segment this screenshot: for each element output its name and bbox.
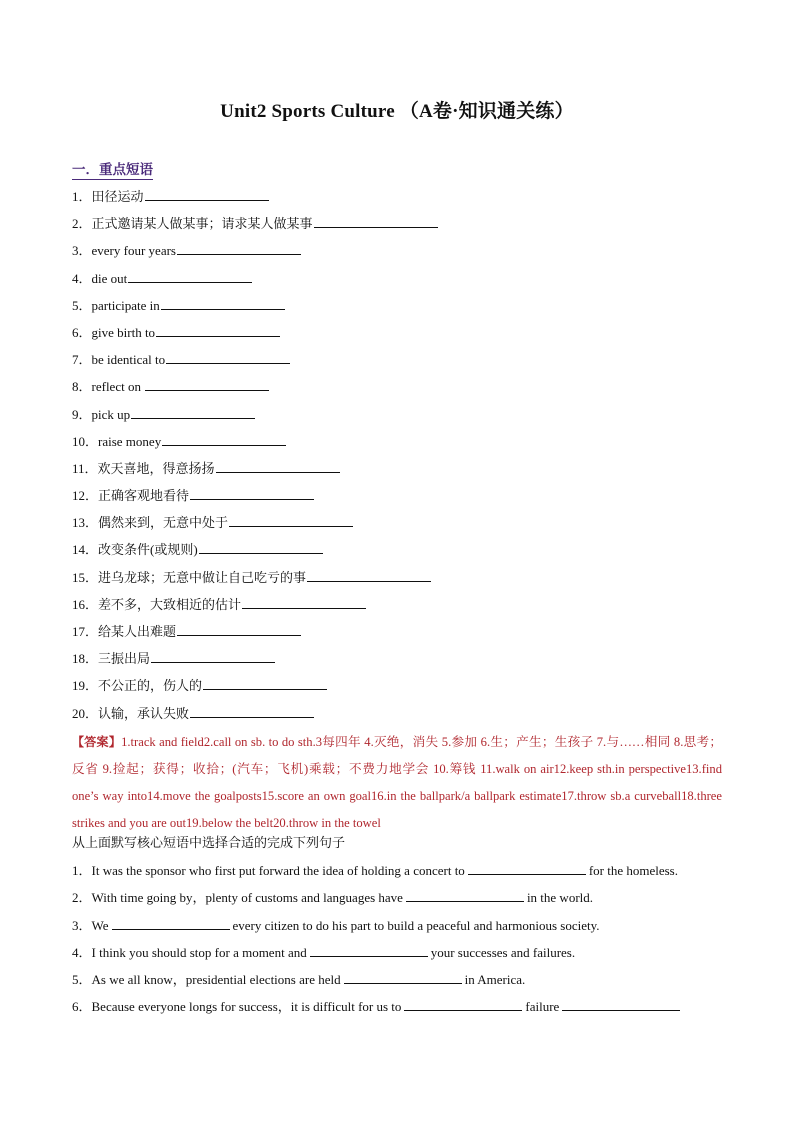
answer-blank[interactable] bbox=[190, 703, 314, 718]
phrase-list bbox=[72, 185, 722, 729]
item-number: 13． bbox=[72, 515, 99, 531]
list-item bbox=[72, 403, 722, 430]
item-text: 田径运动 bbox=[91, 189, 144, 204]
item-number: 14． bbox=[72, 542, 99, 558]
item-text: 不公正的，伤人的 bbox=[98, 678, 203, 694]
sentence-number: 6． bbox=[72, 999, 92, 1015]
answer-blank[interactable] bbox=[307, 567, 431, 582]
item-number: 3． bbox=[72, 243, 92, 259]
sentence-after: in America. bbox=[464, 972, 526, 988]
list-item bbox=[72, 484, 722, 511]
sentence-number: 4． bbox=[72, 944, 92, 960]
list-item bbox=[72, 702, 722, 729]
sentence-before: Because everyone longs for success，it is difficult for us to bbox=[91, 999, 402, 1015]
item-text: 差不多，大致相近的估计 bbox=[98, 596, 242, 612]
list-item bbox=[72, 430, 722, 457]
answer-blank[interactable] bbox=[131, 404, 255, 419]
answer-blank[interactable] bbox=[156, 322, 280, 337]
item-number: 11． bbox=[72, 460, 98, 476]
sentence-item bbox=[72, 968, 722, 995]
answer-blank[interactable] bbox=[190, 485, 314, 500]
item-number: 7． bbox=[72, 352, 92, 368]
item-number: 16． bbox=[72, 596, 99, 612]
item-number: 6． bbox=[72, 324, 92, 340]
list-item bbox=[72, 457, 722, 484]
sentence-item bbox=[72, 859, 722, 886]
answer-blank[interactable] bbox=[242, 594, 366, 609]
item-text: every four years bbox=[91, 243, 176, 259]
sentence-item bbox=[72, 941, 722, 968]
sentence-item bbox=[72, 995, 722, 1022]
list-item bbox=[72, 511, 722, 538]
sentence-list bbox=[72, 859, 722, 1023]
answer-blank[interactable] bbox=[468, 860, 586, 875]
item-text: 正确客观地看待 bbox=[98, 488, 190, 504]
answer-blank[interactable] bbox=[162, 431, 286, 446]
answer-blank[interactable] bbox=[203, 675, 327, 690]
item-number: 18． bbox=[72, 651, 99, 667]
item-text: give birth to bbox=[91, 324, 156, 340]
item-text: 三振出局 bbox=[98, 651, 151, 667]
list-item bbox=[72, 239, 722, 266]
item-number: 4． bbox=[72, 270, 92, 286]
sentence-after: in the world. bbox=[526, 890, 594, 906]
item-number: 17． bbox=[72, 624, 99, 639]
item-text: participate in bbox=[91, 297, 160, 313]
answer-blank[interactable] bbox=[216, 458, 340, 473]
sentence-number: 5． bbox=[72, 972, 92, 988]
item-text: 认输，承认失败 bbox=[98, 705, 190, 721]
list-item bbox=[72, 321, 722, 348]
answer-blank[interactable] bbox=[166, 349, 290, 364]
item-number: 8． bbox=[72, 379, 92, 395]
answer-key bbox=[72, 729, 722, 837]
item-text: 给某人出难题 bbox=[98, 624, 177, 639]
list-item bbox=[72, 620, 722, 647]
section-heading: 一．重点短语 bbox=[72, 158, 153, 180]
answer-tag: 【答案】 bbox=[72, 735, 122, 749]
answer-blank[interactable] bbox=[145, 376, 269, 391]
list-item bbox=[72, 674, 722, 701]
list-item bbox=[72, 212, 722, 239]
list-item bbox=[72, 593, 722, 620]
answer-text: 1.track and field2.call on sb. to do sth.3每四年 4.灭绝，消失 5.参加 6.生；产生；生孩子 7.与……相同 8.思考；反省 9.捡起；获得；收拾；(汽车；飞机)乘载；不费力地学会 10.筹钱 11.walk on air12.keep sth.in perspective13.find one’s way into14.move the goalposts15.score an own goal16.in the ballpark/a ballpark estimate17.throw sb.a curveball18.three strikes and you are out19.below the belt20.throw in the towel bbox=[72, 735, 722, 830]
item-number: 15． bbox=[72, 569, 99, 585]
answer-blank[interactable] bbox=[314, 213, 438, 228]
item-text: 偶然来到，无意中处于 bbox=[98, 515, 229, 531]
item-text: die out bbox=[91, 270, 128, 286]
answer-blank[interactable] bbox=[151, 648, 275, 663]
answer-blank[interactable] bbox=[112, 915, 230, 930]
answer-blank[interactable] bbox=[562, 996, 680, 1011]
sentence-item bbox=[72, 886, 722, 913]
exercise-instruction: 从上面默写核心短语中选择合适的完成下列句子 bbox=[72, 836, 346, 851]
list-item bbox=[72, 294, 722, 321]
list-item bbox=[72, 375, 722, 402]
item-number: 9． bbox=[72, 406, 92, 422]
list-item bbox=[72, 185, 722, 212]
item-number: 10． bbox=[72, 433, 99, 449]
sentence-after: your successes and failures. bbox=[430, 944, 576, 960]
item-text: reflect on bbox=[91, 379, 141, 395]
item-text: pick up bbox=[91, 406, 131, 422]
answer-blank[interactable] bbox=[161, 295, 285, 310]
sentence-after: for the homeless. bbox=[588, 863, 678, 878]
answer-blank[interactable] bbox=[310, 942, 428, 957]
list-item bbox=[72, 647, 722, 674]
item-number: 12． bbox=[72, 488, 99, 504]
item-text: 欢天喜地，得意扬扬 bbox=[97, 460, 215, 476]
sentence-number: 1． bbox=[72, 863, 92, 878]
sentence-before: As we all know，presidential elections are held bbox=[91, 972, 341, 988]
sentence-number: 2． bbox=[72, 890, 92, 906]
sentence-number: 3． bbox=[72, 917, 92, 933]
answer-blank[interactable] bbox=[177, 621, 301, 636]
item-text: be identical to bbox=[91, 352, 166, 368]
sentence-before: With time going by，plenty of customs and languages have bbox=[91, 890, 403, 906]
answer-blank[interactable] bbox=[177, 240, 301, 255]
sentence-before: It was the sponsor who first put forward the idea of holding a concert to bbox=[91, 863, 465, 878]
sentence-after: every citizen to do his part to build a peaceful and harmonious society. bbox=[232, 917, 600, 933]
item-number: 20． bbox=[72, 705, 99, 721]
page-title: Unit2 Sports Culture （A卷·知识通关练） bbox=[220, 101, 574, 122]
list-item bbox=[72, 348, 722, 375]
item-text: raise money bbox=[98, 433, 162, 449]
list-item bbox=[72, 538, 722, 565]
answer-blank[interactable] bbox=[128, 268, 252, 283]
item-text: 改变条件(或规则) bbox=[98, 542, 198, 558]
answer-blank[interactable] bbox=[229, 512, 353, 527]
sentence-before: We bbox=[91, 917, 109, 933]
sentence-mid: failure bbox=[525, 999, 560, 1015]
item-number: 1． bbox=[72, 189, 92, 204]
answer-blank[interactable] bbox=[344, 969, 462, 984]
answer-blank[interactable] bbox=[404, 996, 522, 1011]
sentence-item bbox=[72, 914, 722, 941]
sentence-before: I think you should stop for a moment and bbox=[91, 944, 307, 960]
item-number: 19． bbox=[72, 678, 99, 694]
answer-blank[interactable] bbox=[199, 539, 323, 554]
list-item bbox=[72, 566, 722, 593]
answer-blank[interactable] bbox=[145, 186, 269, 201]
item-number: 5． bbox=[72, 297, 92, 313]
item-number: 2． bbox=[72, 216, 92, 232]
list-item bbox=[72, 267, 722, 294]
item-text: 进乌龙球；无意中做让自己吃亏的事 bbox=[98, 569, 307, 585]
answer-blank[interactable] bbox=[406, 887, 524, 902]
item-text: 正式邀请某人做某事；请求某人做某事 bbox=[91, 216, 313, 232]
